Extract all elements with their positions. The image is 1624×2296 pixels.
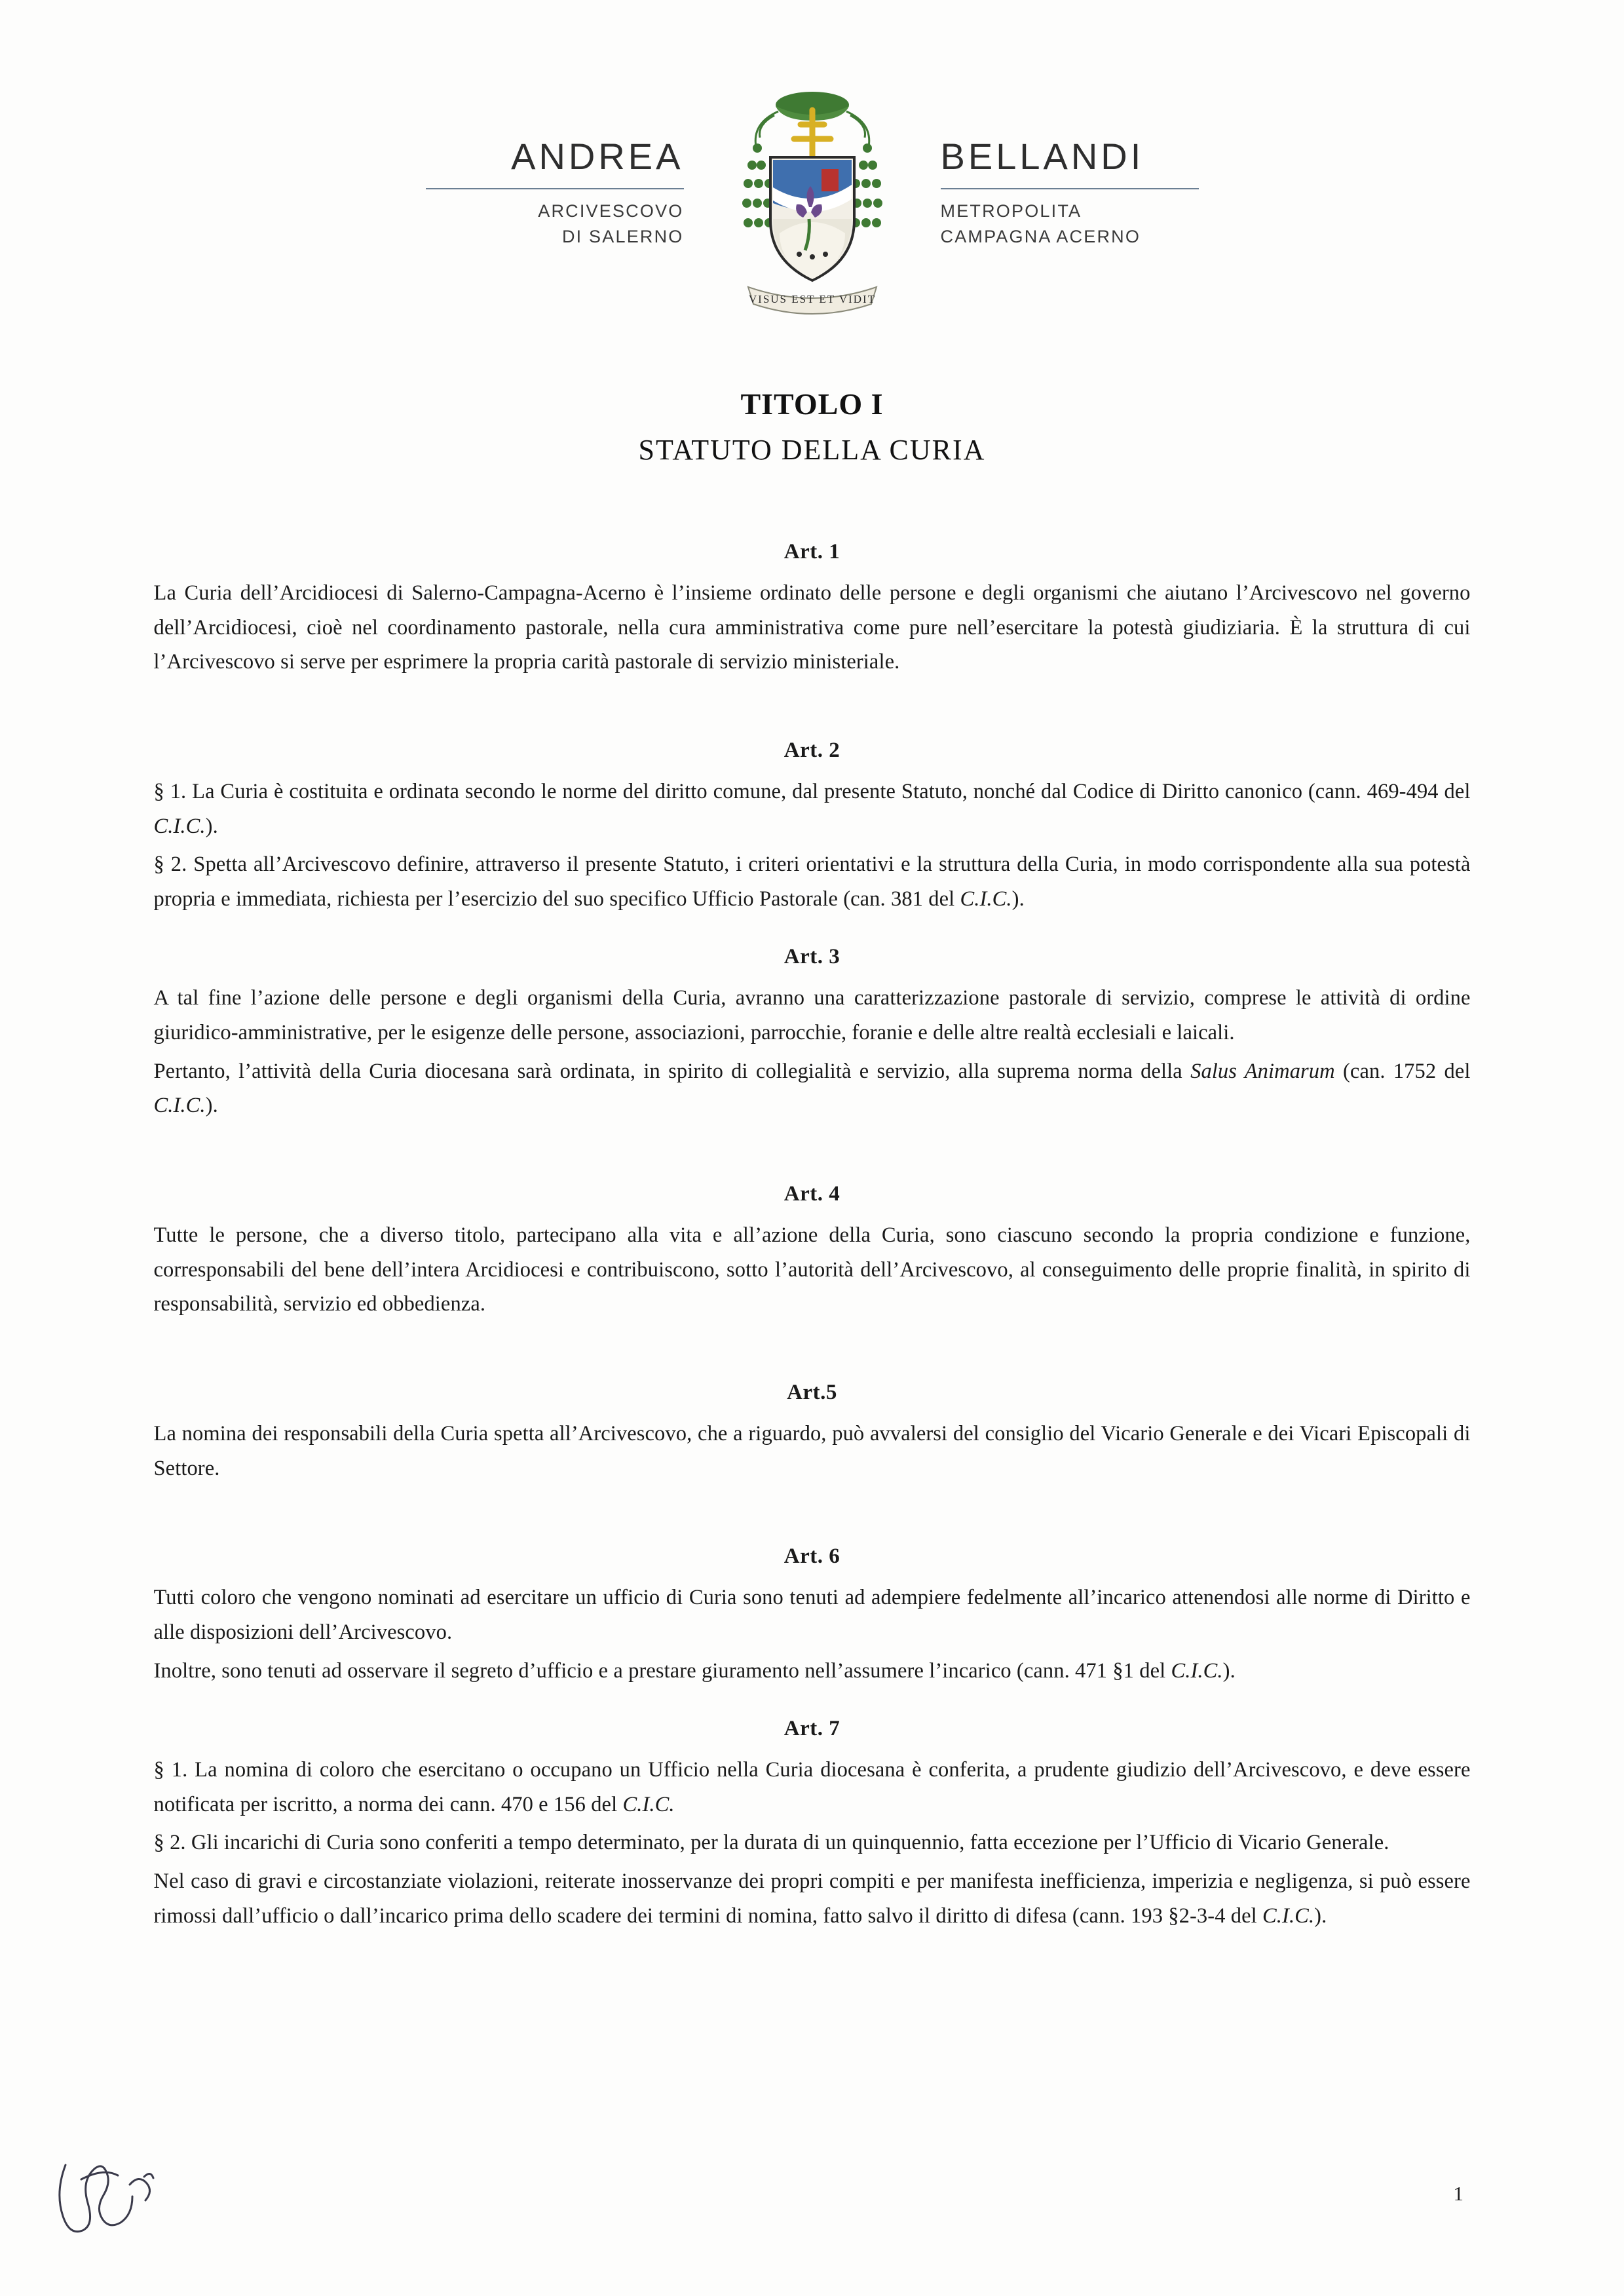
document-body <box>154 467 1471 1933</box>
article-heading: Art. 3 <box>784 945 840 969</box>
role-line-3: METROPOLITA <box>940 201 1082 221</box>
letterhead-right <box>924 79 1199 250</box>
letterhead-role-right <box>941 199 1199 250</box>
page-number: 1 <box>1453 2182 1463 2205</box>
article-paragraph: § 2. Gli incarichi di Curia sono conferiti a tempo determinato, per la durata di un quinquennio, fatta eccezione per l’Ufficio di Vicario Generale. <box>153 1831 1389 1855</box>
title-secondary: STATUTO DELLA CURIA <box>638 434 986 466</box>
letterhead-role-left <box>426 199 684 250</box>
letterhead <box>0 0 1624 367</box>
coat-of-arms-icon <box>701 79 924 341</box>
article-heading: Art. 6 <box>784 1544 840 1569</box>
archbishop-last-name: BELLANDI <box>940 136 1144 177</box>
article-paragraph: Tutte le persone, che a diverso titolo, partecipano alla vita e all’azione della Curia, sono ciascuno secondo la propria condizione e funzione, corresponsabili del bene dell’intera Arcidiocesi e contribuiscono, sotto l’autorità dell’Arcivescovo, al conseguimento delle proprie finalità, in spirito di responsabilità, servizio ed obbedienza. <box>153 1223 1471 1316</box>
role-line-1: ARCIVESCOVO <box>538 201 684 221</box>
article-paragraph: La nomina dei responsabili della Curia spetta all’Arcivescovo, che a riguardo, può avvalersi del consiglio del Vicario Generale e dei Vicari Episcopali di Settore. <box>153 1421 1471 1480</box>
article-heading: Art. 2 <box>784 738 840 762</box>
letterhead-rule-right <box>941 188 1199 189</box>
document-title-block <box>0 387 1624 467</box>
article-paragraph: § 2. Spetta all’Arcivescovo definire, attraverso il presente Statuto, i criteri orientativi e la struttura della Curia, in modo corrispondente alla sua potestà propria e immediata, richiesta per l’esercizio del suo specifico Ufficio Pastorale (can. 381 del C.I.C.). <box>153 852 1471 911</box>
article-paragraph: La Curia dell’Arcidiocesi di Salerno-Campagna-Acerno è l’insieme ordinato delle persone e degli organismi che aiutano l’Arcivescovo nel governo dell’Arcidiocesi, cioè nel coordinamento pastorale, nella cura amministrativa come pure nell’esercitare la potestà giudiziaria. È la struttura di cui l’Arcivescovo si serve per esprimere la propria carità pastorale di servizio ministeriale. <box>153 581 1471 674</box>
article-paragraph: Inoltre, sono tenuti ad osservare il segreto d’ufficio e a prestare giuramento nell’assumere l’incarico (cann. 471 §1 del C.I.C.). <box>153 1658 1236 1683</box>
article-heading: Art. 7 <box>784 1717 840 1741</box>
title-primary: TITOLO I <box>740 387 884 421</box>
article-paragraph: A tal fine l’azione delle persone e degli organismi della Curia, avranno una caratterizzazione pastorale di servizio, comprese le attività di ordine giuridico-amministrative, per le esigenze delle persone, associazioni, parrocchie, foranie e delle altre realtà ecclesiali e laicali. <box>153 986 1471 1045</box>
article-heading: Art. 1 <box>784 540 840 564</box>
article-paragraph: § 1. La Curia è costituita e ordinata secondo le norme del diritto comune, dal presente Statuto, nonché dal Codice di Diritto canonico (cann. 469-494 del C.I.C.). <box>153 779 1471 838</box>
crest-motto: VISUS EST ET VIDIT <box>748 293 876 305</box>
role-line-4: CAMPAGNA ACERNO <box>940 226 1141 246</box>
article-paragraph: Nel caso di gravi e circostanziate violazioni, reiterate inosservanze dei propri compiti e per manifesta inefficienza, imperizia e negligenza, si può essere rimossi dall’ufficio o dall’incarico prima dello scadere dei termini di nomina, fatto salvo il diritto di difesa (cann. 193 §2-3-4 del C.I.C.). <box>153 1869 1471 1928</box>
article-heading: Art. 4 <box>784 1182 840 1206</box>
archbishop-first-name: ANDREA <box>511 136 684 177</box>
letterhead-rule-left <box>426 188 684 189</box>
article-paragraph: § 1. La nomina di coloro che esercitano o occupano un Ufficio nella Curia diocesana è conferita, a prudente giudizio dell’Arcivescovo, e deve essere notificata per iscritto, a norma dei cann. 470 e 156 del C.I.C. <box>153 1758 1471 1816</box>
handwritten-signature <box>46 2139 216 2276</box>
letterhead-left <box>426 79 701 250</box>
article-paragraph: Tutti coloro che vengono nominati ad esercitare un ufficio di Curia sono tenuti ad adempiere fedelmente all’incarico attenendosi alle norme di Diritto e alle disposizioni dell’Arcivescovo. <box>153 1586 1471 1644</box>
article-heading: Art.5 <box>787 1380 837 1404</box>
article-paragraph: Pertanto, l’attività della Curia diocesana sarà ordinata, in spirito di collegialità e servizio, alla suprema norma della Salus Animarum (can. 1752 del C.I.C.). <box>153 1059 1471 1118</box>
role-line-2: DI SALERNO <box>561 226 684 246</box>
